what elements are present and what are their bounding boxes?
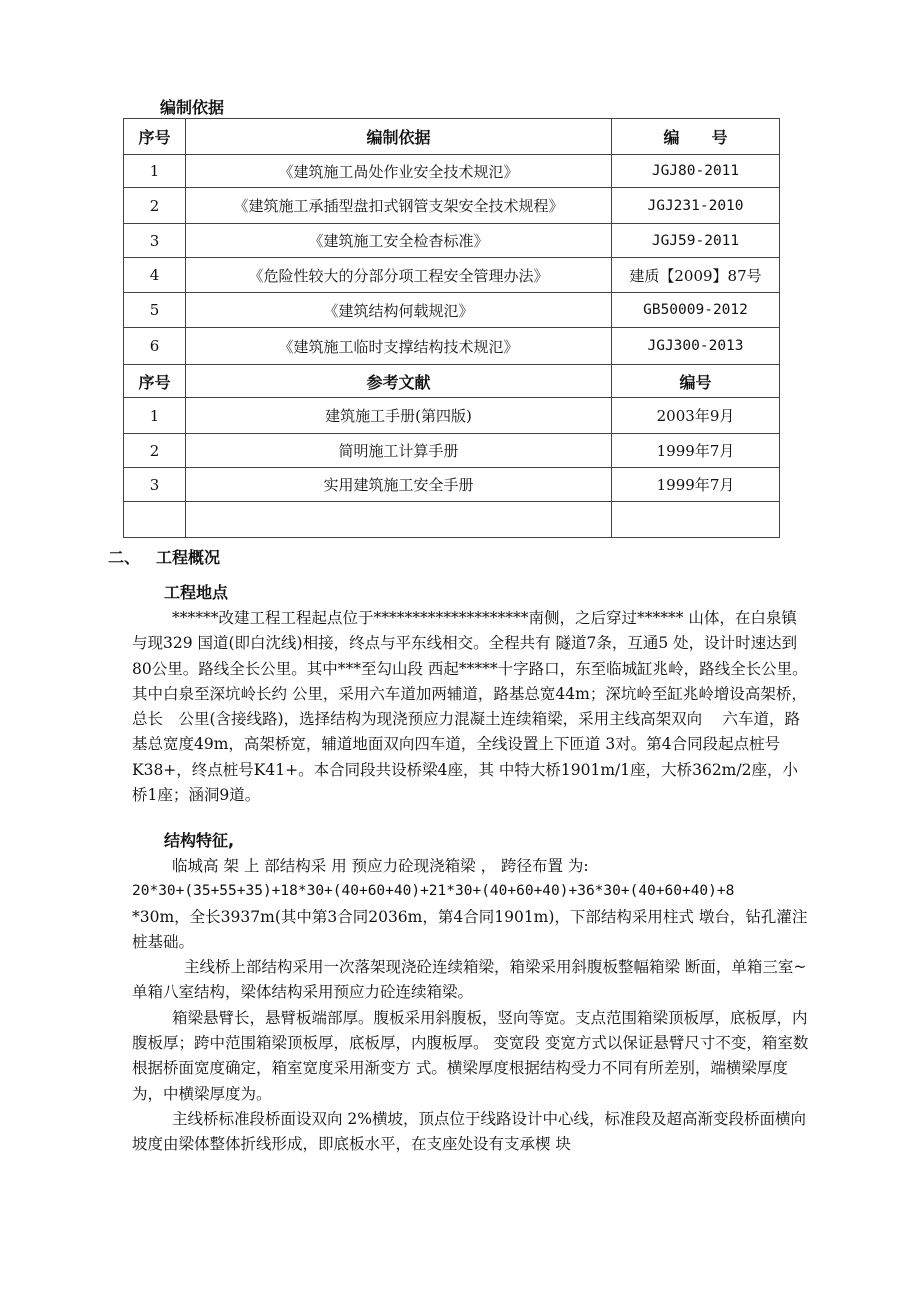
section-heading: 编制依据 bbox=[160, 98, 225, 117]
row-no: 6 bbox=[124, 328, 186, 365]
row-no: 4 bbox=[124, 258, 186, 293]
col-basis-header: 编制依据 bbox=[186, 119, 612, 155]
row-code: 1999年7月 bbox=[612, 468, 780, 502]
table-row bbox=[124, 468, 780, 502]
row-no: 5 bbox=[124, 293, 186, 328]
row-code: GB50009-2012 bbox=[612, 293, 780, 328]
structure-p1-lead: 临城高 架 上 部结构采 用 预应力砼现浇箱梁 ， 跨径布置 为: bbox=[172, 857, 589, 875]
chapter-title: 工程概况 bbox=[156, 548, 221, 567]
structure-p4: 主线桥标准段桥面设双向 2%横坡，顶点位于线路设计中心线，标准段及超高渐变段桥面横向坡度由梁体整体折线形成，即底板水平，在支座处设有支承楔 块 bbox=[132, 1109, 807, 1154]
row-no: 2 bbox=[124, 434, 186, 468]
table-row-empty bbox=[124, 502, 780, 538]
row-code: JGJ80-2011 bbox=[612, 155, 780, 188]
table-row bbox=[124, 434, 780, 468]
col-no-header: 序号 bbox=[124, 119, 186, 155]
location-heading: 工程地点 bbox=[164, 583, 229, 602]
location-paragraph bbox=[132, 606, 812, 808]
col-code-header: 编 号 bbox=[612, 119, 780, 155]
table-row bbox=[124, 328, 780, 365]
table-header-row bbox=[124, 365, 780, 398]
row-code: 1999年7月 bbox=[612, 434, 780, 468]
row-code: 2003年9月 bbox=[612, 398, 780, 434]
location-text: ******改建工程工程起点位于********************南侧，之后穿过****** 山体，在白泉镇与现329 国道(即白沈线)相接，终点与平东线相交。全程共有 隧道7条，互通5 处，设计时速达到80公里。路线全长公里。其中***至勾山段 西起*****十字路口，东至临城缸兆岭，路线全长公里。其中白泉至深坑岭长约 公里，采用六车道加两辅道，路基总宽44m；深坑岭至缸兆岭增设高架桥，总长 公里(含接线路)，选择结构为现浇预应力混凝土连续箱梁，采用主线高架双向 六车道，路基总宽度49m，高架桥宽，辅道地面双向四车道，全线设置上下匝道 3对。第4合同段起点桩号K38+，终点桩号K41+。本合同段共设桥梁4座，其 中特大桥1901m/1座，大桥362m/2座，小桥1座；涵洞9道。 bbox=[132, 609, 808, 805]
row-name: 《建筑施工咼处作业安全技术规氾》 bbox=[186, 155, 612, 188]
row-name: 《建筑施工临时支撑结构技术规氾》 bbox=[186, 328, 612, 365]
row-no: 1 bbox=[124, 155, 186, 188]
row-name: 简明施工计算手册 bbox=[186, 434, 612, 468]
structure-p3: 箱梁悬臂长，悬臂板端部厚。腹板采用斜腹板，竖向等宽。支点范围箱梁顶板厚，底板厚，内腹板厚；跨中范围箱梁顶板厚，底板厚，内腹板厚。 变宽段 变宽方式以保证悬臂尺寸不变，箱室数根据桥面宽度确定，箱室宽度采用渐变方 式。横梁厚度根据结构受力不同有所差别，端横梁厚度为，中横梁厚度为。 bbox=[132, 1008, 809, 1103]
row-name: 《建筑施工承插型盘扣式钢管支架安全技术规程》 bbox=[186, 188, 612, 224]
row-name: 建筑施工手册(第四版) bbox=[186, 398, 612, 434]
row-name: 《危险性较大的分部分项工程安全管理办法》 bbox=[186, 258, 612, 293]
col-no-header: 序号 bbox=[124, 365, 186, 398]
col-ref-header: 参考文献 bbox=[186, 365, 612, 398]
row-code: JGJ59-2011 bbox=[612, 224, 780, 258]
row-name: 《建筑结构何载规氾》 bbox=[186, 293, 612, 328]
structure-paragraphs bbox=[132, 854, 812, 1158]
row-no: 3 bbox=[124, 468, 186, 502]
row-code: JGJ231-2010 bbox=[612, 188, 780, 224]
chapter-number: 二、 bbox=[108, 548, 141, 567]
table-row bbox=[124, 293, 780, 328]
table-row bbox=[124, 155, 780, 188]
table-row bbox=[124, 224, 780, 258]
row-no: 1 bbox=[124, 398, 186, 434]
table-header-row bbox=[124, 119, 780, 155]
row-name: 《建筑施工安全检杳标准》 bbox=[186, 224, 612, 258]
table-row bbox=[124, 398, 780, 434]
row-no: 3 bbox=[124, 224, 186, 258]
reference-table bbox=[123, 118, 780, 538]
table-row bbox=[124, 258, 780, 293]
row-no: 2 bbox=[124, 188, 186, 224]
structure-p2: 主线桥上部结构采用一次落架现浇砼连续箱梁，箱梁采用斜腹板整幅箱梁 断面，单箱三室~单箱八室结构，梁体结构采用预应力砼连续箱梁。 bbox=[132, 958, 807, 1002]
structure-heading: 结构特征, bbox=[164, 831, 235, 850]
row-code: 建质【2009】87号 bbox=[612, 258, 780, 293]
table-row bbox=[124, 188, 780, 224]
row-code: JGJ300-2013 bbox=[612, 328, 780, 365]
structure-span-formula: 20*30+(35+55+35)+18*30+(40+60+40)+21*30+(40+60+40)+36*30+(40+60+40)+8 bbox=[132, 883, 735, 900]
col-code-header: 编号 bbox=[612, 365, 780, 398]
structure-p1-rest: *30m，全长3937m(其中第3合同2036m，第4合同1901m)，下部结构采用柱式 墩台，钻孔灌注桩基础。 bbox=[132, 907, 808, 951]
row-name: 实用建筑施工安全手册 bbox=[186, 468, 612, 502]
